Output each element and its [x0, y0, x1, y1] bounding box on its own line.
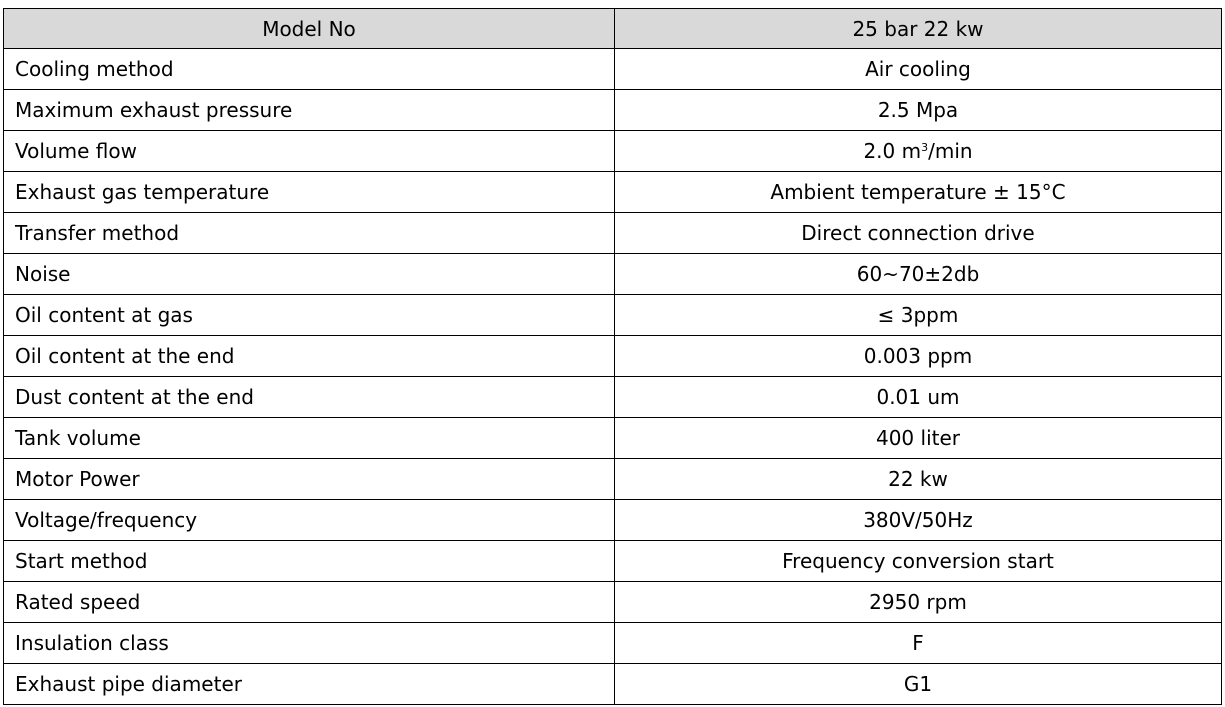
param-label: Dust content at the end [4, 377, 615, 418]
table-row [4, 541, 1222, 582]
param-label: Maximum exhaust pressure [4, 90, 615, 131]
table-header-row [4, 9, 1222, 49]
param-value: 22 kw [615, 459, 1222, 500]
param-value: 0.003 ppm [615, 336, 1222, 377]
param-value: Air cooling [615, 49, 1222, 90]
param-label: Volume flow [4, 131, 615, 172]
param-label: Start method [4, 541, 615, 582]
table-row [4, 213, 1222, 254]
table-row [4, 582, 1222, 623]
table-row [4, 664, 1222, 705]
param-label: Cooling method [4, 49, 615, 90]
param-label: Noise [4, 254, 615, 295]
param-value-main: 2.0 m [863, 139, 922, 163]
param-label: Exhaust pipe diameter [4, 664, 615, 705]
param-value: F [615, 623, 1222, 664]
param-value: 60~70±2db [615, 254, 1222, 295]
param-label: Motor Power [4, 459, 615, 500]
param-value: Frequency conversion start [615, 541, 1222, 582]
param-label: Exhaust gas temperature [4, 172, 615, 213]
table-row [4, 295, 1222, 336]
param-label: Oil content at gas [4, 295, 615, 336]
table-row [4, 623, 1222, 664]
param-label: Tank volume [4, 418, 615, 459]
header-model-label: Model No [4, 9, 615, 49]
param-value: ≤ 3ppm [615, 295, 1222, 336]
param-value: Direct connection drive [615, 213, 1222, 254]
param-value: 2950 rpm [615, 582, 1222, 623]
param-label: Insulation class [4, 623, 615, 664]
spec-table [3, 8, 1222, 705]
table-row [4, 418, 1222, 459]
param-value [615, 131, 1222, 172]
table-row [4, 254, 1222, 295]
table-row [4, 90, 1222, 131]
table-row [4, 336, 1222, 377]
param-value: 2.5 Mpa [615, 90, 1222, 131]
param-label: Voltage/frequency [4, 500, 615, 541]
param-label: Rated speed [4, 582, 615, 623]
param-label: Oil content at the end [4, 336, 615, 377]
param-value: 400 liter [615, 418, 1222, 459]
param-value-suffix: /min [928, 139, 973, 163]
table-row [4, 131, 1222, 172]
table-row [4, 377, 1222, 418]
table-row [4, 49, 1222, 90]
table-row [4, 459, 1222, 500]
param-value: Ambient temperature ± 15°C [615, 172, 1222, 213]
param-label: Transfer method [4, 213, 615, 254]
param-value: G1 [615, 664, 1222, 705]
header-model-value: 25 bar 22 kw [615, 9, 1222, 49]
param-value: 0.01 um [615, 377, 1222, 418]
param-value-superscript: 3 [921, 141, 929, 154]
table-row [4, 172, 1222, 213]
param-value: 380V/50Hz [615, 500, 1222, 541]
table-row [4, 500, 1222, 541]
